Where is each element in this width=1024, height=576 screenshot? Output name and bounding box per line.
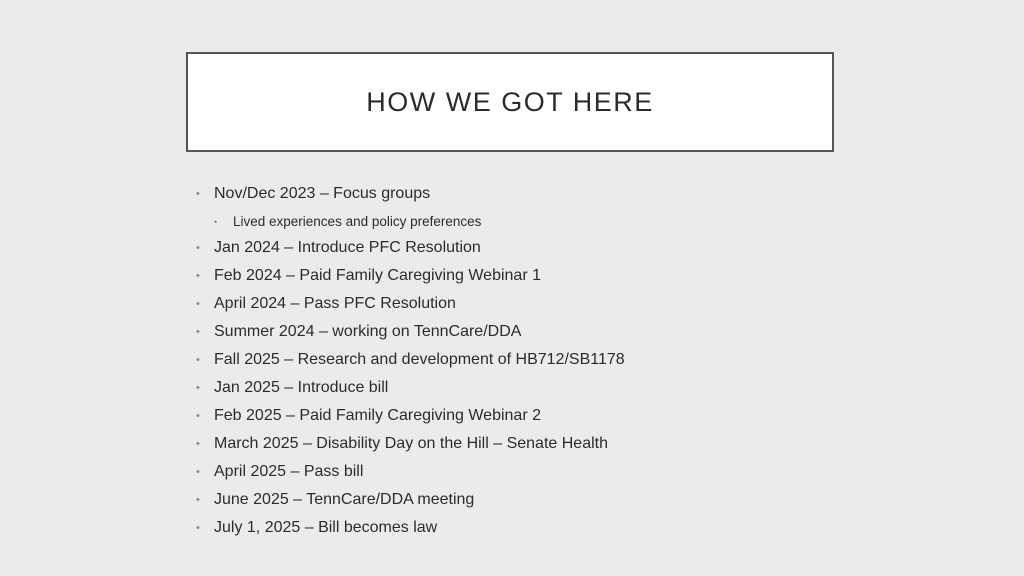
list-item-text: Jan 2025 – Introduce bill: [214, 379, 389, 396]
bullet-dot-icon: •: [196, 522, 200, 534]
bullet-dot-icon: •: [196, 270, 200, 282]
list-item-text: July 1, 2025 – Bill becomes law: [214, 519, 438, 536]
list-item-text: March 2025 – Disability Day on the Hill – Senate Health: [214, 435, 608, 452]
list-item-text: Feb 2024 – Paid Family Caregiving Webinar 1: [214, 267, 541, 284]
bullet-dot-icon: •: [196, 188, 200, 200]
bullet-dot-icon: •: [214, 217, 218, 227]
bullet-dot-icon: •: [196, 354, 200, 366]
list-item-text: April 2025 – Pass bill: [214, 463, 364, 480]
bullet-dot-icon: •: [196, 466, 200, 478]
list-item-text: Fall 2025 – Research and development of HB712/SB1178: [214, 351, 625, 368]
bullet-dot-icon: •: [196, 438, 200, 450]
list-item-text: Feb 2025 – Paid Family Caregiving Webinar 2: [214, 407, 541, 424]
list-item-text: Summer 2024 – working on TennCare/DDA: [214, 323, 522, 340]
list-item-text: June 2025 – TennCare/DDA meeting: [214, 491, 475, 508]
list-item-text: April 2024 – Pass PFC Resolution: [214, 295, 456, 312]
list-item-text: Lived experiences and policy preferences: [233, 214, 482, 229]
bullet-dot-icon: •: [196, 382, 200, 394]
slide-title: HOW WE GOT HERE: [366, 86, 654, 117]
bullet-dot-icon: •: [196, 410, 200, 422]
bullet-dot-icon: •: [196, 242, 200, 254]
list-item-text: Jan 2024 – Introduce PFC Resolution: [214, 239, 481, 256]
bullet-dot-icon: •: [196, 494, 200, 506]
bullet-dot-icon: •: [196, 298, 200, 310]
list-item-text: Nov/Dec 2023 – Focus groups: [214, 185, 431, 202]
bullet-dot-icon: •: [196, 326, 200, 338]
